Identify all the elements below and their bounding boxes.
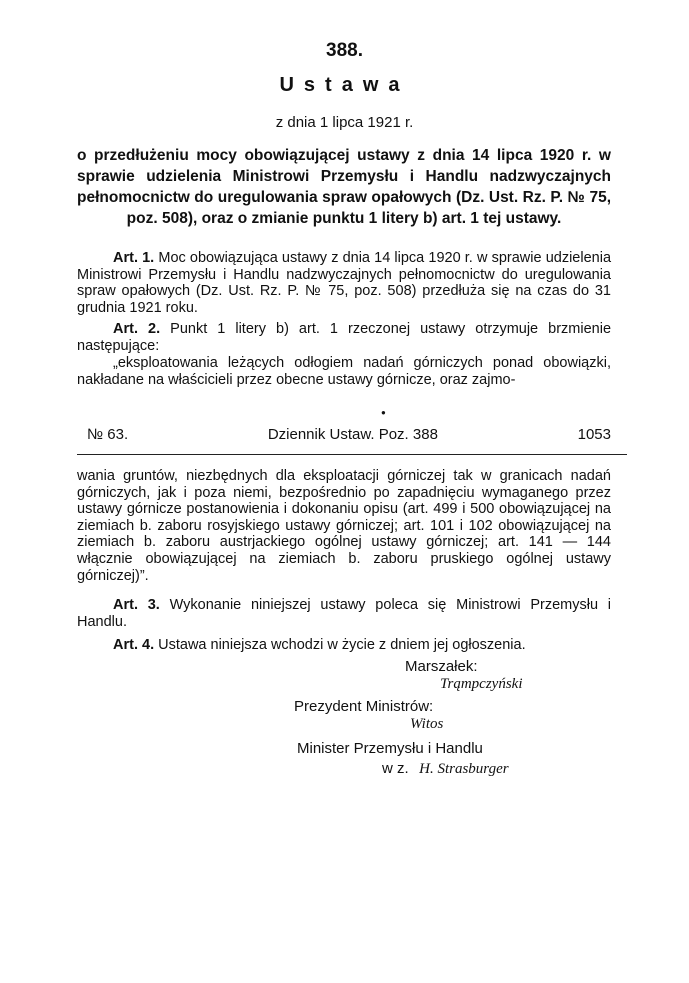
article-4-label: Art. 4. xyxy=(113,637,155,653)
signature-1-name: Trąmpczyński xyxy=(440,676,523,692)
signature-3-line xyxy=(382,760,509,778)
article-3 xyxy=(77,597,611,630)
article-3-label: Art. 3. xyxy=(113,597,160,613)
footer-rule xyxy=(77,454,627,455)
article-2-quote-part1: „eksploatowania leżących odłogiem nadań górniczych ponad obowiązki, nakładane na właścicieli przez obecne ustawy górnicze, oraz zajmo- xyxy=(77,355,611,388)
article-2-label: Art. 2. xyxy=(113,321,161,337)
act-number: 388. xyxy=(326,40,363,61)
article-2-quote-part2: wania gruntów, niezbędnych dla eksploatacji górniczej tak w granicach nadań górniczych, jak i poza niemi, bezpośrednio po zapadnięciu wymaganego przez ustawy górnicze postanowienia i dokonaniu opisu (art. 499 i 500 obowiązującej na ziemiach b. zaboru rosyjskiego ustawy górniczej; art. 101 i 102 obowiązującej na ziemiach b. zaboru austrjackiego ogólnej ustawy górniczej; art. 141 — 144 włącznie obowiązującej na ziemiach b. zaboru pruskiego ogólnej ustawy górniczej)”. xyxy=(77,468,611,584)
article-1-text: Moc obowiązująca ustawy z dnia 14 lipca 1920 r. w sprawie udzielenia Ministrowi Przemysłu i Handlu nadzwyczajnych pełnomocnictw do uregulowania spraw opałowych (Dz. Ust. Rz. P. № 75, poz. 508) przedłuża się na czas do 31 grudnia 1921 roku. xyxy=(77,250,612,316)
article-3-text: Wykonanie niniejszej ustawy poleca się Ministrowi Przemysłu i Handlu. xyxy=(77,597,612,630)
article-2-text: Punkt 1 litery b) art. 1 rzeczonej ustawy otrzymuje brzmienie następujące: xyxy=(77,321,612,354)
article-1 xyxy=(77,250,611,316)
act-subject: o przedłużeniu mocy obowiązującej ustawy z dnia 14 lipca 1920 r. w sprawie udzielenia Ministrowi Przemysłu i Handlu nadzwyczajnych pełnomocnictw do uregulowania spraw opałowych (Dz. Ust. Rz. P. № 75, poz. 508), oraz o zmianie punktu 1 litery b) art. 1 tej ustawy. xyxy=(77,147,611,227)
signature-3-name: H. Strasburger xyxy=(419,761,509,777)
article-4 xyxy=(77,637,611,654)
article-2 xyxy=(77,321,611,354)
signature-3-prefix: w z. xyxy=(382,760,409,777)
signature-2-role: Prezydent Ministrów: xyxy=(294,698,434,715)
page-footer xyxy=(87,426,611,443)
footer-journal: Dziennik Ustaw. Poz. 388 xyxy=(267,426,438,443)
article-4-text: Ustawa niniejsza wchodzi w życie z dniem jej ogłoszenia. xyxy=(158,637,526,653)
page-dot: ● xyxy=(381,408,386,417)
footer-issue: № 63. xyxy=(87,426,129,443)
article-1-label: Art. 1. xyxy=(113,250,155,266)
act-title: Ustawa xyxy=(279,74,410,96)
signature-2-name: Witos xyxy=(410,716,444,732)
signature-3-role: Minister Przemysłu i Handlu xyxy=(297,740,483,757)
footer-page-number: 1053 xyxy=(577,426,611,443)
signature-1-role: Marszałek: xyxy=(405,658,478,675)
act-date: z dnia 1 lipca 1921 r. xyxy=(275,114,414,131)
